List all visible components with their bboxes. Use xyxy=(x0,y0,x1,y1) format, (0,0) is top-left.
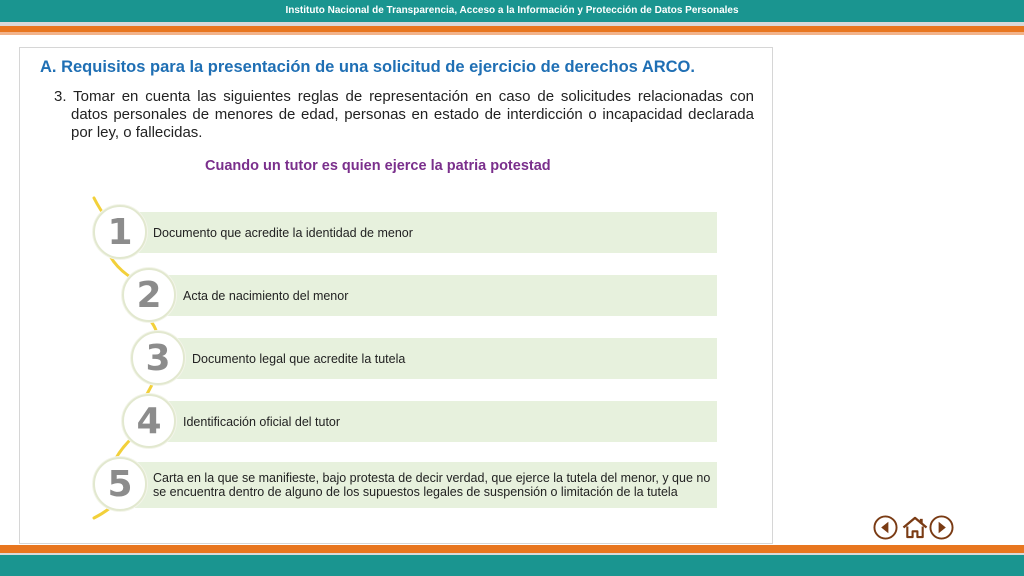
step-2-bar xyxy=(165,275,717,316)
step-3-bar xyxy=(174,338,717,379)
home-icon xyxy=(903,518,926,537)
step-5-text: Carta en la que se manifieste, bajo protesta de decir verdad, que ejerce la tutela del menor, y que no se encuentra dentro de alguno de los supuestos legales de suspensión o limitación de la tutela xyxy=(153,471,711,499)
arrow-left-circle-icon xyxy=(874,516,896,538)
step-4-number: 4 xyxy=(122,394,176,448)
step-2-text: Acta de nacimiento del menor xyxy=(183,288,349,303)
step-1-text: Documento que acredite la identidad de menor xyxy=(153,225,413,240)
rule-text: 3. Tomar en cuenta las siguientes reglas de representación en caso de solicitudes relacionadas con datos personales de menores de edad, personas en estado de interdicción o incapacidad declarada por ley, o fallecidas. xyxy=(54,88,754,141)
step-3-text: Documento legal que acredite la tutela xyxy=(192,351,406,366)
home-button[interactable] xyxy=(901,515,929,540)
footer-stripe-orange xyxy=(0,545,1024,553)
arrow-right-circle-icon xyxy=(930,516,952,538)
subheading: Cuando un tutor es quien ejerce la patria potestad xyxy=(205,158,551,174)
next-button[interactable] xyxy=(929,515,954,540)
step-3-number: 3 xyxy=(131,331,185,385)
step-2-number: 2 xyxy=(122,268,176,322)
back-button[interactable] xyxy=(873,515,898,540)
step-4-bar xyxy=(165,401,717,442)
step-5-number: 5 xyxy=(93,457,147,511)
step-1-number: 1 xyxy=(93,205,147,259)
step-1-bar xyxy=(135,212,717,253)
institution-title: Instituto Nacional de Transparencia, Acceso a la Información y Protección de Datos Personales xyxy=(285,5,739,16)
section-heading: A. Requisitos para la presentación de una solicitud de ejercicio de derechos ARCO. xyxy=(40,58,695,76)
step-4-text: Identificación oficial del tutor xyxy=(183,414,341,429)
footer-band xyxy=(0,555,1024,576)
step-5-bar xyxy=(135,462,717,508)
